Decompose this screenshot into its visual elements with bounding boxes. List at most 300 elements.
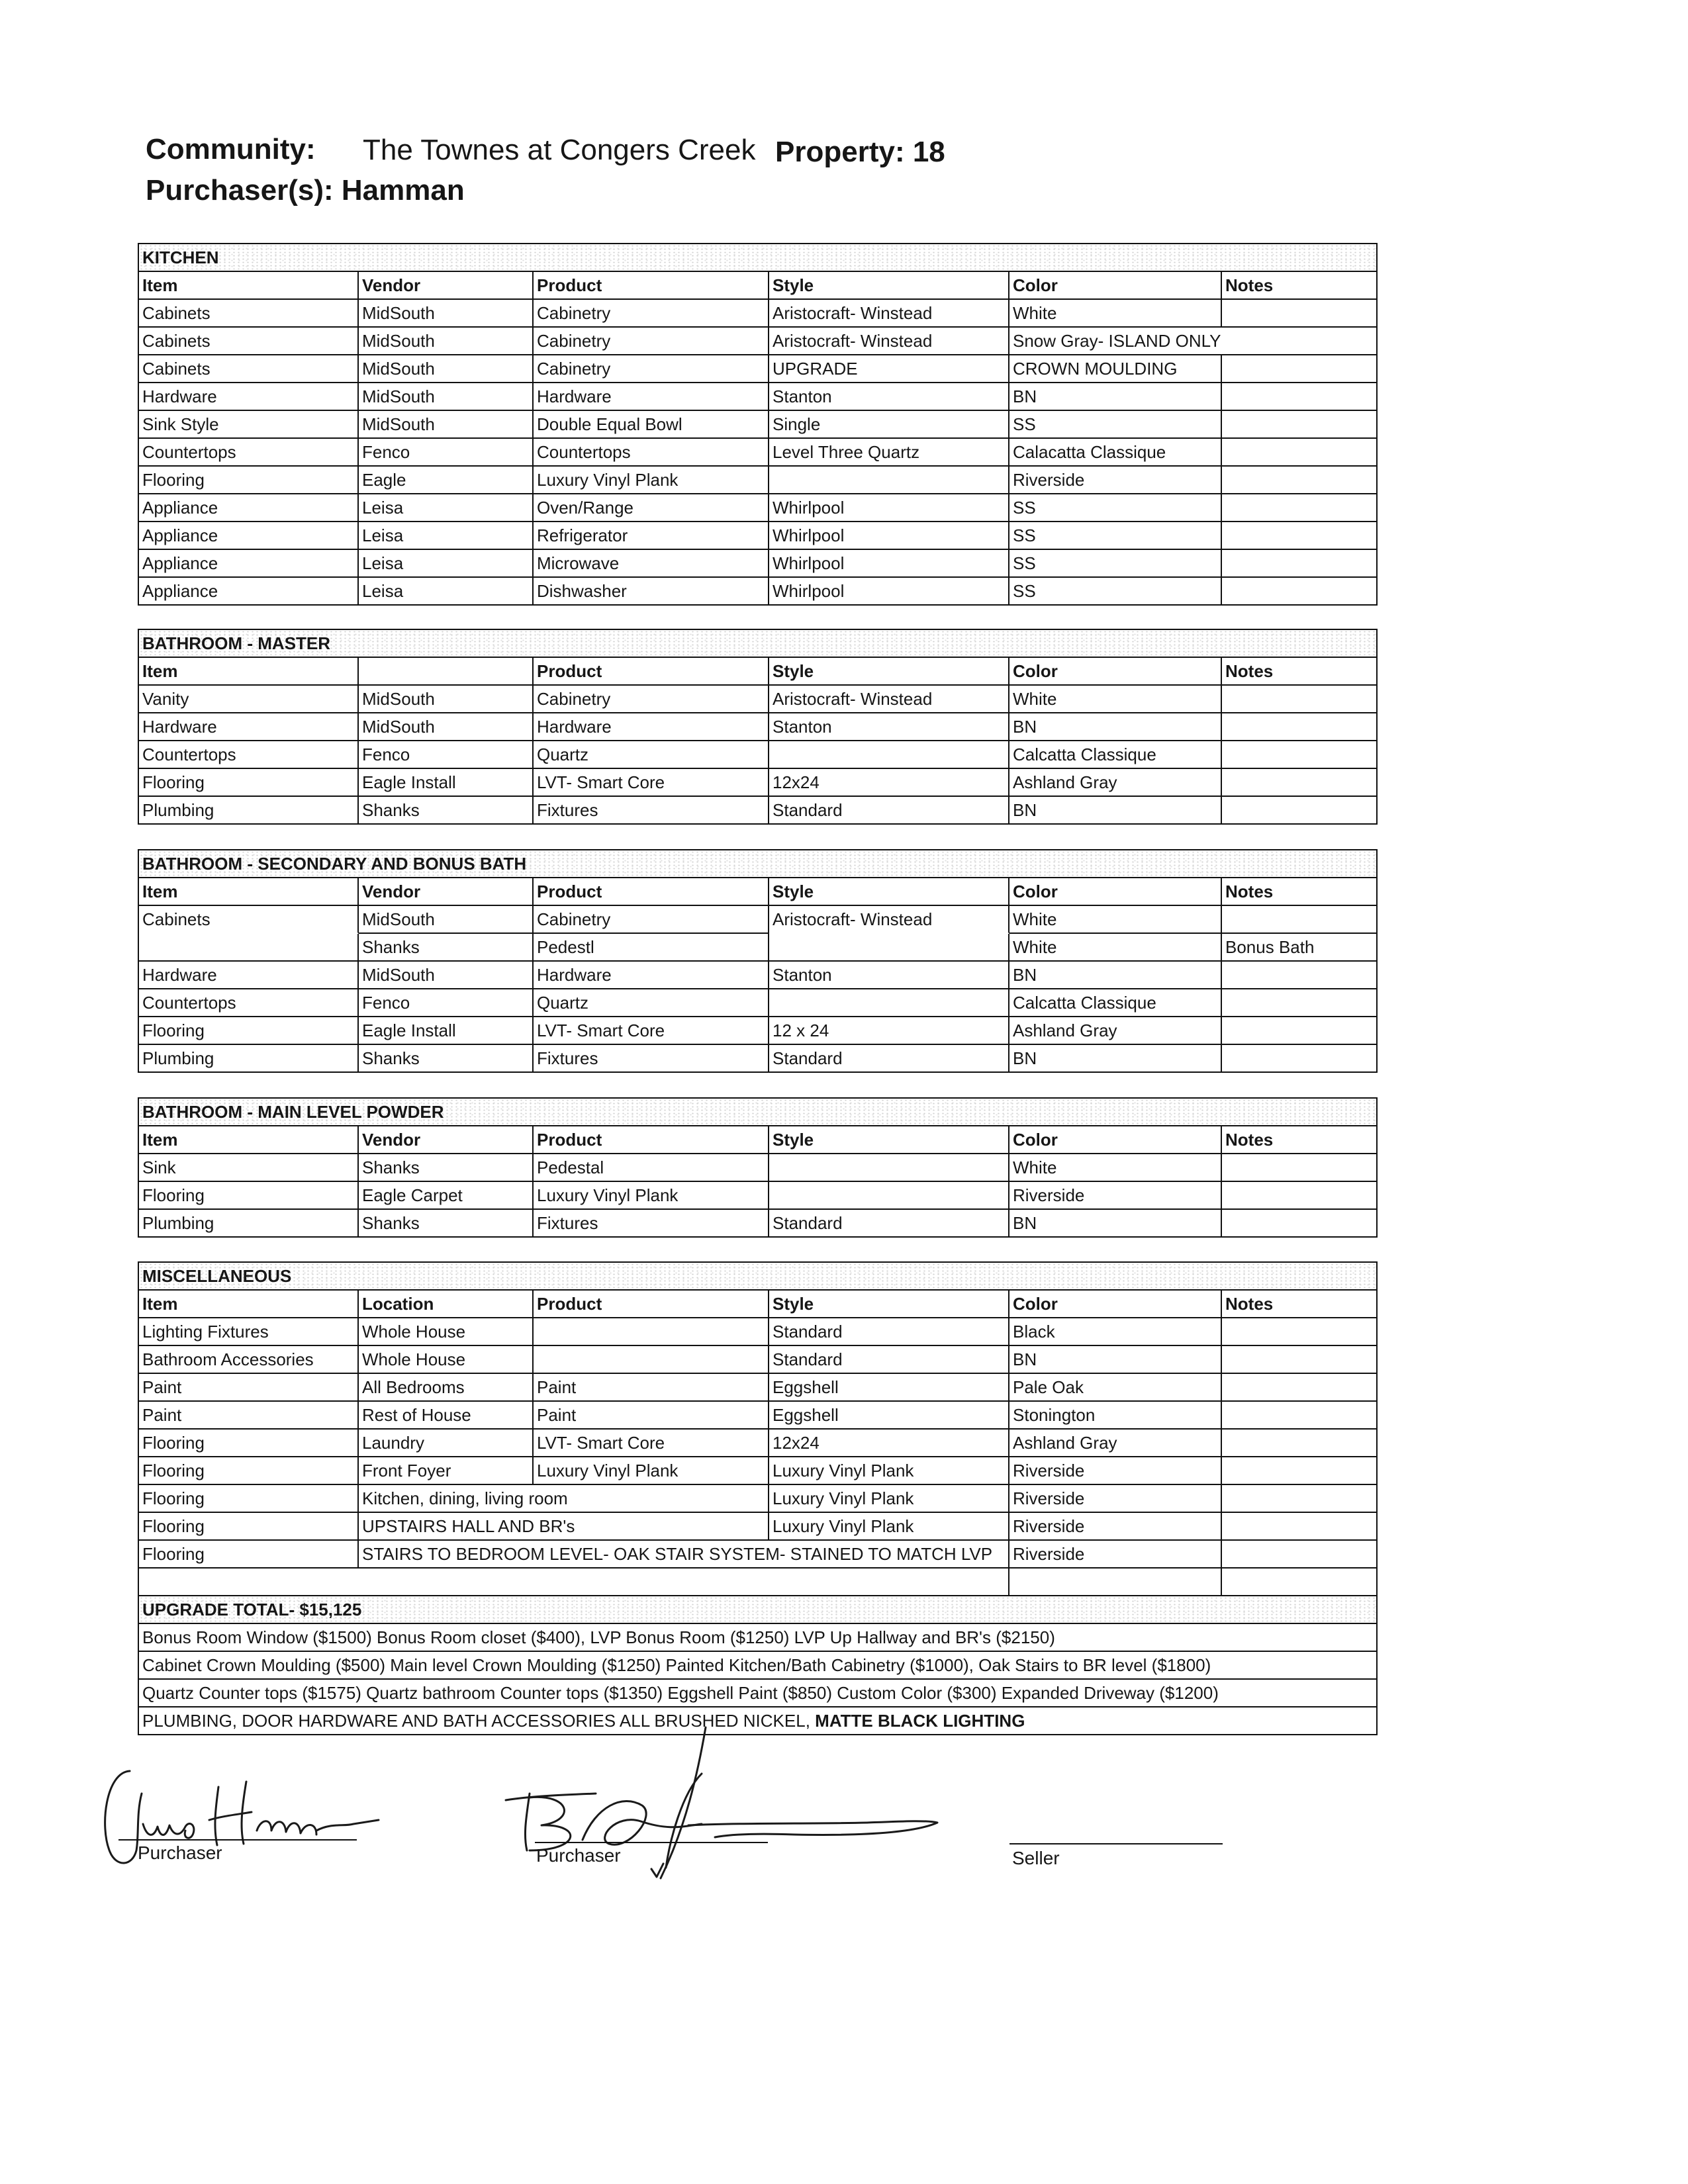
kitchen-cell-style-text: Stanton (773, 387, 832, 406)
kitchen-cell-style (769, 522, 1009, 550)
miscellaneous-cell-location (359, 1513, 769, 1541)
kitchen-cell-color-text: SS (1013, 498, 1036, 518)
miscellaneous-header-product (534, 1291, 769, 1318)
kitchen-cell-notes (1222, 383, 1378, 411)
miscellaneous-cell-location-text: Rest of House (362, 1405, 471, 1425)
kitchen-cell-item (139, 439, 359, 467)
miscellaneous-cell-location-text: STAIRS TO BEDROOM LEVEL- OAK STAIR SYSTEM- STAINED TO MATCH LVP (362, 1544, 993, 1564)
kitchen-cell-product (534, 300, 769, 328)
kitchen-cell-color-text: SS (1013, 553, 1036, 573)
upgrade-finish-note (142, 1707, 1025, 1734)
bathroom-powder-cell-color-text: Riverside (1013, 1185, 1085, 1205)
bathroom-secondary-cell-item (139, 962, 359, 989)
bathroom-secondary-cell-style-text: Aristocraft- Winstead (773, 909, 933, 929)
bathroom-powder-row (139, 1210, 1378, 1238)
property-number: Property: 18 (775, 136, 945, 168)
miscellaneous-cell-style-text: Luxury Vinyl Plank (773, 1488, 914, 1508)
miscellaneous-cell-item-text: Paint (142, 1377, 182, 1397)
bathroom-master-cell-product-text: Quartz (537, 745, 589, 764)
bathroom-master-cell-vendor (359, 797, 534, 825)
kitchen-cell-style (769, 494, 1009, 522)
miscellaneous-header-notes (1222, 1291, 1378, 1318)
bathroom-powder-cell-style (769, 1154, 1009, 1182)
bathroom-powder-cell-vendor (359, 1210, 534, 1238)
bathroom-secondary-cell-vendor (359, 934, 534, 962)
bathroom-secondary-cell-notes (1222, 1017, 1378, 1045)
kitchen-cell-item-text: Sink Style (142, 414, 219, 434)
kitchen-cell-color (1009, 355, 1222, 383)
upgrade-finish-note-text: PLUMBING, DOOR HARDWARE AND BATH ACCESSORIES ALL BRUSHED NICKEL, (142, 1711, 816, 1731)
miscellaneous-cell-style (769, 1430, 1009, 1457)
bathroom-master-cell-item (139, 686, 359, 713)
bathroom-master-cell-notes (1222, 741, 1378, 769)
bathroom-master-header-style (769, 658, 1009, 686)
miscellaneous-cell-style-text: 12x24 (773, 1433, 820, 1453)
miscellaneous-cell-style (769, 1513, 1009, 1541)
bathroom-secondary-header-product-text: Product (537, 882, 602, 901)
bathroom-secondary-header-style (769, 878, 1009, 906)
kitchen-cell-vendor-text: MidSouth (362, 387, 435, 406)
bathroom-secondary-cell-item (139, 989, 359, 1017)
kitchen-cell-color-text: Snow Gray- ISLAND ONLY (1013, 331, 1221, 351)
bathroom-master-cell-vendor (359, 769, 534, 797)
bathroom-secondary-cell-color (1009, 906, 1222, 934)
bathroom-master-cell-item (139, 741, 359, 769)
kitchen-cell-style (769, 411, 1009, 439)
bathroom-master-cell-vendor-text: Shanks (362, 800, 420, 820)
kitchen-row (139, 383, 1378, 411)
bathroom-secondary-cell-color (1009, 989, 1222, 1017)
kitchen-cell-vendor (359, 411, 534, 439)
kitchen-cell-notes (1222, 300, 1378, 328)
kitchen-cell-vendor-text: Leisa (362, 581, 404, 601)
miscellaneous-cell-color (1009, 1541, 1222, 1569)
kitchen-cell-style-text: Level Three Quartz (773, 442, 920, 462)
community-label: Community: (146, 133, 316, 165)
bathroom-master-header-vendor (359, 658, 534, 686)
miscellaneous-cell-style (769, 1374, 1009, 1402)
bathroom-secondary-cell-vendor (359, 962, 534, 989)
miscellaneous-row (139, 1569, 1378, 1596)
bathroom-powder-cell-notes (1222, 1154, 1378, 1182)
community-name: The Townes at Congers Creek (363, 134, 756, 166)
bathroom-master-row (139, 769, 1378, 797)
bathroom-master-cell-vendor (359, 686, 534, 713)
bathroom-master-cell-vendor (359, 741, 534, 769)
bathroom-powder-cell-color (1009, 1182, 1222, 1210)
kitchen-cell-color-text: SS (1013, 414, 1036, 434)
bathroom-powder-cell-color-text: White (1013, 1158, 1057, 1177)
miscellaneous-cell-notes (1222, 1541, 1378, 1569)
bathroom-master-cell-item-text: Flooring (142, 772, 205, 792)
kitchen-cell-item (139, 578, 359, 606)
miscellaneous-row (139, 1374, 1378, 1402)
miscellaneous-cell-color-text: Riverside (1013, 1544, 1085, 1564)
kitchen-cell-notes (1222, 467, 1378, 494)
bathroom-powder-header-color (1009, 1126, 1222, 1154)
bathroom-master-cell-color-text: White (1013, 689, 1057, 709)
miscellaneous-cell-location-text: All Bedrooms (362, 1377, 465, 1397)
bathroom-secondary-table (138, 849, 1378, 1073)
bathroom-powder-cell-product (534, 1182, 769, 1210)
miscellaneous-cell-product-text: Paint (537, 1405, 577, 1425)
miscellaneous-cell-item-text: Flooring (142, 1544, 205, 1564)
miscellaneous-cell-color (1009, 1318, 1222, 1346)
bathroom-master-cell-vendor-text: MidSouth (362, 717, 435, 737)
bathroom-powder-table (138, 1097, 1378, 1238)
bathroom-secondary-cell-notes-text: Bonus Bath (1225, 937, 1315, 957)
miscellaneous-row (139, 1318, 1378, 1346)
upgrade-line-text: Quartz Counter tops ($1575) Quartz bathroom Counter tops ($1350) Eggshell Paint ($850) Custom Color ($300) Expanded Driveway ($1200) (142, 1683, 1219, 1703)
bathroom-secondary-cell-color (1009, 1045, 1222, 1073)
kitchen-cell-style-text: Single (773, 414, 821, 434)
kitchen-cell-vendor-text: Leisa (362, 525, 404, 545)
bathroom-secondary-cell-notes (1222, 989, 1378, 1017)
kitchen-header-vendor-text: Vendor (362, 275, 421, 295)
upgrade-line (139, 1624, 1378, 1652)
bathroom-secondary-header-item (139, 878, 359, 906)
kitchen-cell-product-text: Microwave (537, 553, 620, 573)
miscellaneous-cell-notes (1222, 1430, 1378, 1457)
bathroom-powder-cell-style-text: Standard (773, 1213, 843, 1233)
bathroom-secondary-cell-item-text: Plumbing (142, 1048, 214, 1068)
bathroom-master-cell-product-text: Hardware (537, 717, 612, 737)
bathroom-master-cell-color-text: Ashland Gray (1013, 772, 1117, 792)
miscellaneous-cell-location (359, 1374, 534, 1402)
bathroom-secondary-header-color (1009, 878, 1222, 906)
miscellaneous-header-style (769, 1291, 1009, 1318)
kitchen-row (139, 439, 1378, 467)
miscellaneous-header-location-text: Location (362, 1294, 434, 1314)
kitchen-cell-product-text: Cabinetry (537, 331, 611, 351)
kitchen-cell-item (139, 300, 359, 328)
miscellaneous-cell-location (359, 1457, 534, 1485)
bathroom-powder-header-style-text: Style (773, 1130, 814, 1150)
miscellaneous-header-product-text: Product (537, 1294, 602, 1314)
bathroom-secondary-cell-style (769, 906, 1009, 934)
kitchen-cell-vendor (359, 300, 534, 328)
kitchen-cell-vendor (359, 578, 534, 606)
bathroom-secondary-cell-color-text: BN (1013, 1048, 1037, 1068)
miscellaneous-cell-item (139, 1513, 359, 1541)
bathroom-master-cell-notes (1222, 797, 1378, 825)
kitchen-cell-style-text: UPGRADE (773, 359, 858, 379)
kitchen-cell-product-text: Cabinetry (537, 359, 611, 379)
bathroom-secondary-cell-vendor-text: Shanks (362, 1048, 420, 1068)
kitchen-cell-color (1009, 439, 1222, 467)
bathroom-master-cell-style (769, 741, 1009, 769)
kitchen-row (139, 411, 1378, 439)
kitchen-row (139, 550, 1378, 578)
miscellaneous-cell-item (139, 1485, 359, 1513)
bathroom-secondary-row (139, 962, 1378, 989)
miscellaneous-cell-product (534, 1318, 769, 1346)
kitchen-cell-item-text: Appliance (142, 553, 218, 573)
miscellaneous-cell-color-text: Black (1013, 1322, 1055, 1342)
kitchen-cell-vendor (359, 355, 534, 383)
bathroom-powder-row (139, 1182, 1378, 1210)
kitchen-header-vendor (359, 272, 534, 300)
kitchen-header-notes-text: Notes (1225, 275, 1274, 295)
kitchen-header-product-text: Product (537, 275, 602, 295)
miscellaneous-cell-color (1009, 1374, 1222, 1402)
kitchen-cell-style (769, 439, 1009, 467)
bathroom-master-cell-product-text: Fixtures (537, 800, 598, 820)
bathroom-powder-cell-notes (1222, 1182, 1378, 1210)
bathroom-powder-cell-product (534, 1154, 769, 1182)
bathroom-master-row (139, 686, 1378, 713)
miscellaneous-cell-product-text: Paint (537, 1377, 577, 1397)
kitchen-header-row (139, 272, 1378, 300)
kitchen-cell-color-text: SS (1013, 581, 1036, 601)
kitchen-cell-style (769, 300, 1009, 328)
kitchen-cell-item (139, 550, 359, 578)
kitchen-cell-product-text: Refrigerator (537, 525, 628, 545)
miscellaneous-table (138, 1261, 1378, 1596)
miscellaneous-row (139, 1346, 1378, 1374)
bathroom-secondary-cell-product-text: LVT- Smart Core (537, 1021, 665, 1040)
miscellaneous-cell-product (534, 1374, 769, 1402)
upgrade-line-cell (139, 1652, 1378, 1680)
bathroom-secondary-cell-product (534, 1017, 769, 1045)
bathroom-master-header-notes (1222, 658, 1378, 686)
kitchen-cell-item-text: Appliance (142, 498, 218, 518)
bathroom-master-cell-notes (1222, 713, 1378, 741)
miscellaneous-cell-location (359, 1402, 534, 1430)
bathroom-secondary-title (139, 850, 1378, 878)
kitchen-cell-vendor (359, 383, 534, 411)
bathroom-master-header-row (139, 658, 1378, 686)
kitchen-row (139, 578, 1378, 606)
miscellaneous-cell-location-text: Laundry (362, 1433, 424, 1453)
miscellaneous-cell-item (139, 1430, 359, 1457)
miscellaneous-cell-color (1009, 1346, 1222, 1374)
kitchen-cell-style-text: Whirlpool (773, 553, 845, 573)
bathroom-master-cell-item (139, 769, 359, 797)
kitchen-cell-color-text: Riverside (1013, 470, 1085, 490)
bathroom-secondary-header-item-text: Item (142, 882, 178, 901)
kitchen-cell-item-text: Cabinets (142, 303, 211, 323)
bathroom-powder-header-item-text: Item (142, 1130, 178, 1150)
bathroom-secondary-header-row (139, 878, 1378, 906)
kitchen-cell-item-text: Countertops (142, 442, 236, 462)
kitchen-cell-style (769, 355, 1009, 383)
bathroom-secondary-header-color-text: Color (1013, 882, 1058, 901)
kitchen-cell-vendor-text: Eagle (362, 470, 406, 490)
miscellaneous-cell-location (359, 1346, 534, 1374)
bathroom-secondary-cell-color-text: Calcatta Classique (1013, 993, 1156, 1013)
kitchen-cell-notes (1222, 578, 1378, 606)
kitchen-cell-style (769, 328, 1009, 355)
bathroom-secondary-cell-vendor (359, 1045, 534, 1073)
bathroom-secondary-header-notes (1222, 878, 1378, 906)
bathroom-master-row (139, 797, 1378, 825)
bathroom-secondary-cell-color-text: White (1013, 909, 1057, 929)
purchaser-1-label: Purchaser (138, 1843, 222, 1863)
miscellaneous-cell-style-text: Luxury Vinyl Plank (773, 1516, 914, 1536)
miscellaneous-cell-notes (1222, 1569, 1378, 1596)
miscellaneous-title-text: MISCELLANEOUS (142, 1266, 292, 1286)
miscellaneous-header-notes-text: Notes (1225, 1294, 1274, 1314)
seller-signature-line (1009, 1843, 1223, 1844)
bathroom-powder-header-notes (1222, 1126, 1378, 1154)
upgrade-line-cell (139, 1707, 1378, 1735)
bathroom-powder-cell-item (139, 1154, 359, 1182)
kitchen-cell-color-text: White (1013, 303, 1057, 323)
kitchen-cell-style (769, 578, 1009, 606)
bathroom-secondary-cell-vendor-text: Eagle Install (362, 1021, 456, 1040)
miscellaneous-cell-location-text: Whole House (362, 1349, 466, 1369)
kitchen-title (139, 244, 1378, 272)
bathroom-powder-cell-vendor-text: Shanks (362, 1213, 420, 1233)
upgrade-line (139, 1680, 1378, 1707)
kitchen-cell-vendor-text: MidSouth (362, 331, 435, 351)
kitchen-row (139, 300, 1378, 328)
bathroom-master-row (139, 713, 1378, 741)
miscellaneous-cell-product (534, 1402, 769, 1430)
miscellaneous-cell-color (1009, 1430, 1222, 1457)
kitchen-cell-item-text: Appliance (142, 525, 218, 545)
kitchen-cell-notes (1222, 522, 1378, 550)
upgrade-line-cell (139, 1624, 1378, 1652)
bathroom-master-cell-style-text: Stanton (773, 717, 832, 737)
bathroom-master-cell-style-text: Aristocraft- Winstead (773, 689, 933, 709)
bathroom-powder-header-color-text: Color (1013, 1130, 1058, 1150)
kitchen-cell-vendor-text: Fenco (362, 442, 410, 462)
kitchen-cell-vendor-text: MidSouth (362, 359, 435, 379)
bathroom-master-header-notes-text: Notes (1225, 661, 1274, 681)
bathroom-secondary-cell-style-text: 12 x 24 (773, 1021, 829, 1040)
bathroom-secondary-cell-color (1009, 962, 1222, 989)
seller-label: Seller (1012, 1848, 1060, 1868)
kitchen-cell-item-text: Flooring (142, 470, 205, 490)
bathroom-master-header-item-text: Item (142, 661, 178, 681)
bathroom-secondary-row (139, 934, 1378, 962)
kitchen-table (138, 243, 1378, 606)
bathroom-master-cell-style (769, 686, 1009, 713)
upgrade-line-text: Bonus Room Window ($1500) Bonus Room closet ($400), LVP Bonus Room ($1250) LVP Up Hallway and BR's ($2150) (142, 1627, 1055, 1647)
kitchen-cell-product (534, 522, 769, 550)
miscellaneous-cell-location (359, 1541, 1009, 1569)
miscellaneous-cell-location (359, 1485, 769, 1513)
bathroom-master-cell-product (534, 713, 769, 741)
bathroom-powder-cell-vendor-text: Eagle Carpet (362, 1185, 463, 1205)
kitchen-cell-color (1009, 300, 1222, 328)
miscellaneous-cell-color (1009, 1457, 1222, 1485)
kitchen-cell-color-text: BN (1013, 387, 1037, 406)
purchaser-2-label: Purchaser (536, 1845, 621, 1866)
bathroom-secondary-header-notes-text: Notes (1225, 882, 1274, 901)
miscellaneous-cell-notes (1222, 1513, 1378, 1541)
bathroom-secondary-cell-notes (1222, 934, 1378, 962)
bathroom-secondary-header-product (534, 878, 769, 906)
kitchen-cell-style-text: Aristocraft- Winstead (773, 303, 933, 323)
kitchen-cell-style-text: Whirlpool (773, 498, 845, 518)
purchaser-1-signature-line (118, 1839, 357, 1841)
kitchen-cell-style (769, 550, 1009, 578)
kitchen-row (139, 328, 1378, 355)
bathroom-secondary-cell-color (1009, 934, 1222, 962)
bathroom-master-title (139, 630, 1378, 658)
bathroom-master-cell-color-text: Calcatta Classique (1013, 745, 1156, 764)
bathroom-secondary-header-style-text: Style (773, 882, 814, 901)
bathroom-powder-cell-color-text: BN (1013, 1213, 1037, 1233)
bathroom-secondary-cell-product-text: Cabinetry (537, 909, 611, 929)
kitchen-header-item (139, 272, 359, 300)
kitchen-cell-product-text: Luxury Vinyl Plank (537, 470, 679, 490)
bathroom-secondary-cell-color-text: Ashland Gray (1013, 1021, 1117, 1040)
miscellaneous-cell-color-text: Pale Oak (1013, 1377, 1084, 1397)
bathroom-secondary-row (139, 906, 1378, 934)
miscellaneous-cell-color-text: Ashland Gray (1013, 1433, 1117, 1453)
miscellaneous-header-color-text: Color (1013, 1294, 1058, 1314)
miscellaneous-cell-location (359, 1430, 534, 1457)
bathroom-powder-cell-item-text: Sink (142, 1158, 176, 1177)
bathroom-secondary-title-text: BATHROOM - SECONDARY AND BONUS BATH (142, 854, 527, 874)
miscellaneous-row (139, 1402, 1378, 1430)
bathroom-secondary-cell-vendor (359, 989, 534, 1017)
bathroom-secondary-cell-vendor-text: Fenco (362, 993, 410, 1013)
bathroom-master-cell-vendor-text: Fenco (362, 745, 410, 764)
miscellaneous-header-color (1009, 1291, 1222, 1318)
miscellaneous-header-item (139, 1291, 359, 1318)
bathroom-master-header-product (534, 658, 769, 686)
kitchen-cell-product (534, 578, 769, 606)
bathroom-powder-cell-product-text: Pedestal (537, 1158, 604, 1177)
kitchen-cell-color (1009, 550, 1222, 578)
bathroom-secondary-cell-item-text: Cabinets (142, 909, 211, 929)
kitchen-cell-vendor-text: MidSouth (362, 303, 435, 323)
miscellaneous-cell-notes (1222, 1402, 1378, 1430)
miscellaneous-cell-notes (1222, 1346, 1378, 1374)
bathroom-master-cell-color-text: BN (1013, 800, 1037, 820)
miscellaneous-cell-item (139, 1541, 359, 1569)
bathroom-master-cell-style-text: 12x24 (773, 772, 820, 792)
bathroom-powder-cell-item (139, 1210, 359, 1238)
kitchen-cell-item-text: Hardware (142, 387, 217, 406)
kitchen-cell-item (139, 467, 359, 494)
miscellaneous-cell-style-text: Eggshell (773, 1377, 839, 1397)
miscellaneous-cell-color (1009, 1569, 1222, 1596)
kitchen-cell-notes (1222, 411, 1378, 439)
kitchen-cell-notes (1222, 439, 1378, 467)
bathroom-secondary-header-vendor-text: Vendor (362, 882, 421, 901)
kitchen-cell-notes (1222, 355, 1378, 383)
bathroom-secondary-cell-product-text: Pedestl (537, 937, 594, 957)
miscellaneous-cell-product-text: Luxury Vinyl Plank (537, 1461, 679, 1480)
miscellaneous-cell-style-text: Luxury Vinyl Plank (773, 1461, 914, 1480)
bathroom-powder-header-item (139, 1126, 359, 1154)
kitchen-cell-color-text: Calacatta Classique (1013, 442, 1166, 462)
kitchen-cell-color (1009, 383, 1222, 411)
bathroom-secondary-cell-item (139, 1045, 359, 1073)
bathroom-master-cell-product-text: Cabinetry (537, 689, 611, 709)
miscellaneous-cell-item (139, 1569, 1009, 1596)
miscellaneous-row (139, 1457, 1378, 1485)
bathroom-powder-header-vendor (359, 1126, 534, 1154)
kitchen-cell-item (139, 383, 359, 411)
bathroom-master-cell-style-text: Standard (773, 800, 843, 820)
kitchen-cell-item-text: Cabinets (142, 331, 211, 351)
bathroom-secondary-cell-color (1009, 1017, 1222, 1045)
kitchen-cell-product (534, 439, 769, 467)
bathroom-powder-cell-style (769, 1182, 1009, 1210)
bathroom-powder-row (139, 1154, 1378, 1182)
bathroom-powder-header-style (769, 1126, 1009, 1154)
bathroom-master-cell-color (1009, 713, 1222, 741)
bathroom-secondary-cell-style (769, 962, 1009, 989)
bathroom-master-cell-product (534, 741, 769, 769)
